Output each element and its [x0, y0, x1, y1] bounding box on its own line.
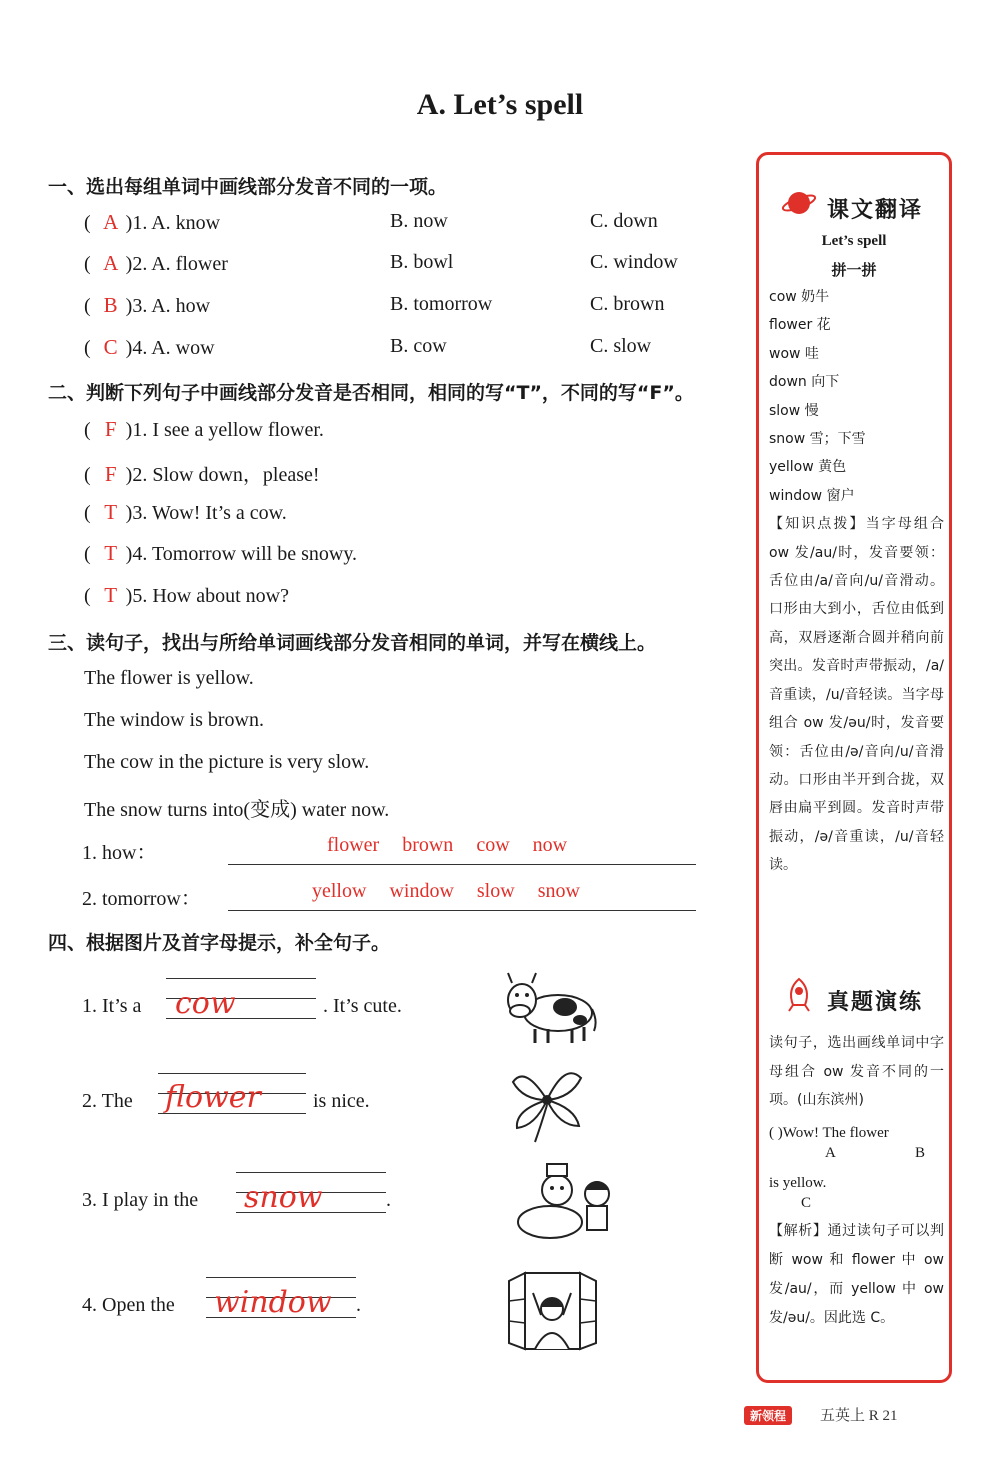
rocket-icon — [781, 977, 817, 1013]
window-picture — [505, 1265, 600, 1360]
answer-letter: T — [104, 583, 118, 607]
s2-question-row — [84, 583, 289, 608]
s4-item-pre: 3. I play in the — [82, 1189, 199, 1211]
page-footer: 五英上 R 21 — [820, 1408, 898, 1424]
sentence: )1. I see a yellow flower. — [125, 419, 324, 441]
option-b: B. bowl — [390, 251, 454, 273]
s3-q2-line — [228, 910, 696, 911]
answer-letter: C — [103, 335, 118, 359]
snowman-picture — [505, 1158, 625, 1243]
vocab-item: yellow 黄色 — [769, 459, 847, 476]
question-number: )2. A. — [125, 253, 176, 275]
s4-answer: snow — [244, 1180, 323, 1215]
s3-q1-answers — [327, 834, 567, 857]
vocab-item: window 窗户 — [769, 487, 855, 504]
sidebar-sub-title: Let’s spell — [821, 233, 887, 249]
practice-opt-c: C — [801, 1195, 812, 1211]
answer-letter: A — [103, 251, 119, 275]
option-b: B. cow — [390, 335, 447, 357]
vocab-item: wow 哇 — [769, 345, 819, 362]
flower-picture — [505, 1060, 590, 1145]
answer-word: snow — [537, 880, 580, 902]
s4-item-post: . — [356, 1294, 361, 1316]
answer-letter: T — [104, 541, 118, 565]
practice-question: 读句子，选出画线单词中字母组合 ow 发音不同的一项。(山东滨州) — [769, 1035, 944, 1108]
paren-open: ( — [84, 212, 96, 234]
paren-open: ( — [84, 464, 96, 486]
sidebar-vocab — [769, 283, 944, 880]
option-a: wow — [175, 337, 215, 359]
s4-item-post: is nice. — [313, 1090, 370, 1112]
sidebar-heading-practice: 真题演练 — [827, 990, 924, 1015]
s4-answer: window — [214, 1285, 332, 1320]
section3-heading: 三、读句子，找出与所给单词画线部分发音相同的单词，并写在横线上。 — [48, 632, 657, 654]
s2-question-row — [84, 458, 320, 487]
s3-q2-answers — [312, 880, 580, 903]
knowledge-tip: 【知识点拨】当字母组合 ow 发/au/时，发音要领：舌位由/a/音向/u/音滑动。口形由大到小，舌位由低到高，双唇逐渐合圆并稍向前突出。发音时声带振动，/a/音重读，/u/音轻读。当字母组合 ow 发/əu/时，发音要领：舌位由/ə/音向/u/音滑动。口形由半开到合拢，双唇由扁平到圆。发音时声带振动，/ə/音重读，/u/音轻读。 — [769, 516, 944, 874]
question-number: )4. A. — [125, 337, 176, 359]
s4-item-pre: 1. It’s a — [82, 995, 142, 1017]
answer-letter: A — [103, 210, 119, 234]
option-b: B. now — [390, 210, 448, 232]
vocab-item: slow 慢 — [769, 402, 819, 419]
s3-sentence: The window is brown. — [84, 709, 264, 731]
sidebar-heading-translation: 课文翻译 — [827, 198, 924, 223]
s4-item-pre: 2. The — [82, 1090, 133, 1112]
s2-question-row — [84, 541, 357, 566]
section2-heading: 二、判断下列句子中画线部分发音是否相同，相同的写“T”，不同的写“F”。 — [48, 382, 694, 404]
answer-letter: B — [103, 293, 118, 317]
option-c: C. down — [590, 210, 658, 232]
paren-open: ( — [84, 502, 96, 524]
answer-letter: T — [104, 500, 118, 524]
paren-open: ( — [84, 337, 96, 359]
s1-question-row — [84, 335, 652, 360]
s3-sentence: The cow in the picture is very slow. — [84, 751, 370, 773]
vocab-item: cow 奶牛 — [769, 289, 830, 305]
sidebar-sub-title-cn: 拼一拼 — [831, 261, 877, 279]
option-c: C. brown — [590, 293, 665, 315]
answer-word: flower — [327, 834, 380, 856]
publisher-badge: 新领程 — [744, 1406, 792, 1425]
s4-answer: flower — [165, 1080, 261, 1115]
answer-letter: F — [104, 417, 117, 441]
cow-picture — [500, 965, 600, 1050]
s1-question-row — [84, 251, 678, 276]
paren-open: ( — [84, 543, 96, 565]
section4-heading: 四、根据图片及首字母提示，补全句子。 — [48, 932, 391, 954]
s2-question-row — [84, 500, 287, 525]
s3-sentence: The flower is yellow. — [84, 667, 254, 689]
practice-line1: ( )Wow! The flower — [769, 1125, 889, 1141]
s4-item-pre: 4. Open the — [82, 1294, 175, 1316]
s1-question-row — [84, 293, 665, 318]
s2-question-row — [84, 417, 324, 442]
s4-item-post: . — [386, 1189, 391, 1211]
option-a: know — [175, 212, 221, 234]
question-number: )3. A. — [125, 295, 176, 317]
option-b: B. tomorrow — [390, 293, 493, 315]
option-c: C. window — [590, 251, 678, 273]
answer-word: window — [389, 880, 454, 902]
answer-word: slow — [476, 880, 515, 902]
sentence: )5. How about now? — [125, 585, 289, 607]
option-a: flower — [175, 253, 228, 275]
vocab-item: snow 雪；下雪 — [769, 431, 866, 448]
s4-answer: cow — [175, 986, 236, 1021]
answer-word: cow — [476, 834, 510, 856]
s3-q1-line — [228, 864, 696, 865]
paren-open: ( — [84, 585, 96, 607]
s3-q2-label: 2. tomorrow： — [82, 888, 201, 910]
planet-icon — [781, 187, 817, 219]
practice-line2: is yellow. — [769, 1175, 827, 1191]
s3-q1-label: 1. how： — [82, 842, 157, 864]
vocab-item: down 向下 — [769, 374, 840, 391]
answer-word: now — [532, 834, 568, 856]
paren-open: ( — [84, 253, 96, 275]
page-title: A. Let’s spell — [416, 88, 584, 121]
option-c: C. slow — [590, 335, 652, 357]
sentence: )2. Slow down，please! — [125, 464, 320, 486]
option-a: how — [175, 295, 211, 317]
s4-item-post: . It’s cute. — [323, 995, 402, 1017]
sidebar-panel — [756, 152, 952, 1383]
s3-sentence: The snow turns into(变成) water now. — [84, 799, 390, 821]
practice-opt-a: A — [825, 1145, 836, 1161]
practice-opt-b: B — [915, 1145, 926, 1161]
sentence: )4. Tomorrow will be snowy. — [125, 543, 358, 565]
section1-heading: 一、选出每组单词中画线部分发音不同的一项。 — [48, 176, 448, 198]
vocab-item: flower 花 — [769, 317, 831, 334]
paren-open: ( — [84, 295, 96, 317]
answer-word: brown — [402, 834, 454, 856]
practice-analysis: 【解析】通过读句子可以判断 wow 和 flower 中 ow 发/au/，而 yellow 中 ow 发/əu/。因此选 C。 — [769, 1223, 944, 1326]
paren-open: ( — [84, 419, 96, 441]
answer-letter: F — [104, 462, 117, 486]
s1-question-row — [84, 210, 658, 235]
answer-word: yellow — [312, 880, 367, 902]
sentence: )3. Wow! It’s a cow. — [125, 502, 287, 524]
question-number: )1. A. — [125, 212, 176, 234]
